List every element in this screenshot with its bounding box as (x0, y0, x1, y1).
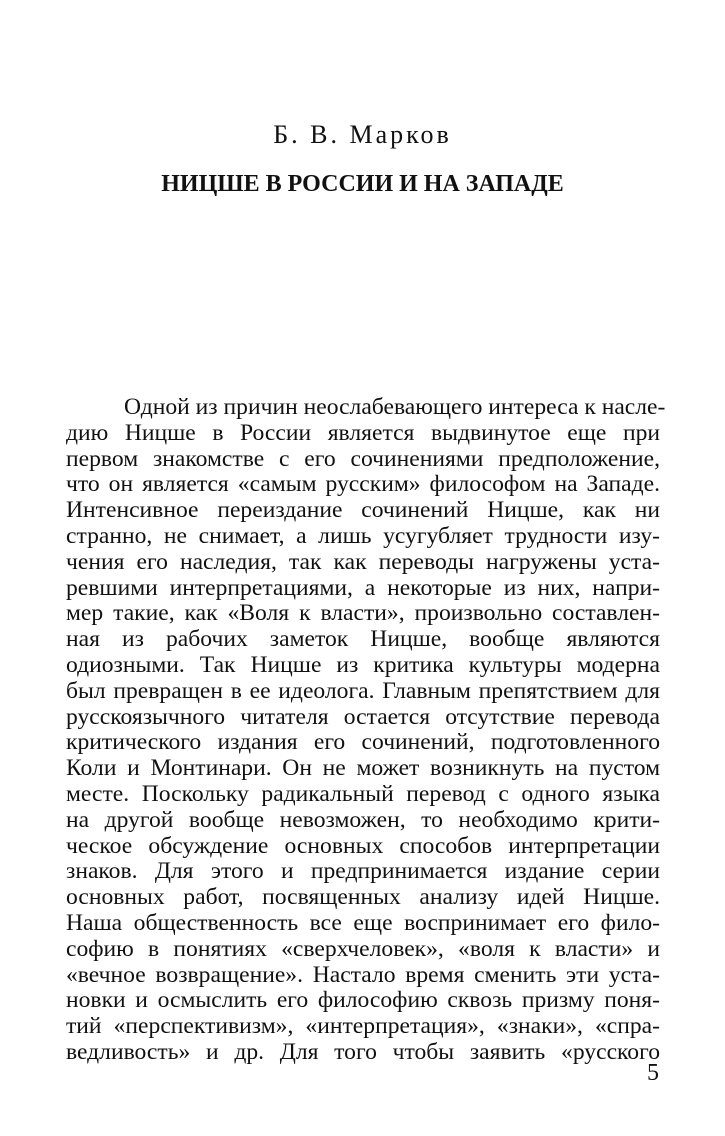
text-line: ревшими интерпретациями, а некоторые из них, напри- (66, 574, 660, 601)
text-line: что он является «самым русским» философом на Западе. (66, 471, 660, 498)
text-line: чения его наследия, так как переводы нагружены уста- (66, 548, 660, 575)
text-line: на другой вообще невозможен, то необходимо крити- (66, 806, 660, 833)
text-line: ведливость» и др. Для того чтобы заявить «русского (66, 1038, 660, 1065)
article-title: НИЦШЕ В РОССИИ И НА ЗАПАДЕ (161, 171, 564, 197)
text-line: дию Ницше в России является выдвинутое еще при (66, 419, 660, 446)
text-line: первом знакомстве с его сочинениями предположение, (66, 445, 660, 472)
text-line: Одной из причин неослабевающего интереса к насле- (124, 394, 666, 420)
text-line: одиозными. Так Ницше из критика культуры модерна (66, 651, 660, 678)
text-line: ческое обсуждение основных способов интерпретации (66, 832, 660, 859)
text-line: основных работ, посвященных анализу идей Ницше. (66, 884, 660, 911)
text-line: критического издания его сочинений, подготовленного (66, 729, 660, 756)
text-line: софию в понятиях «сверхчеловек», «воля к власти» и (66, 935, 660, 962)
text-line: странно, не снимает, а лишь усугубляет трудности изу- (66, 522, 660, 549)
text-line: знаков. Для этого и предпринимается издание серии (66, 858, 660, 885)
text-line: новки и осмыслить его философию сквозь призму поня- (66, 987, 660, 1014)
body-text (66, 394, 666, 1066)
text-line: был превращен в ее идеолога. Главным препятствием для (66, 677, 660, 704)
text-line: Наша общественность все еще воспринимает его фило- (66, 909, 660, 936)
text-line: Интенсивное переиздание сочинений Ницше, как ни (66, 497, 660, 524)
text-line: «вечное возвращение». Настало время сменить эти уста- (66, 961, 660, 988)
text-line: мер такие, как «Воля к власти», произвольно составлен- (66, 600, 660, 627)
text-line: ная из рабочих заметок Ницше, вообще являются (66, 626, 660, 653)
author-name: Б. В. Марков (273, 120, 452, 149)
page-number: 5 (647, 1060, 659, 1086)
text-line: тий «перспективизм», «интерпретация», «знаки», «спра- (66, 1013, 660, 1040)
text-line: месте. Поскольку радикальный перевод с одного языка (66, 780, 660, 807)
text-line: Коли и Монтинари. Он не может возникнуть на пустом (66, 755, 660, 782)
text-line: русскоязычного читателя остается отсутствие перевода (66, 703, 660, 730)
